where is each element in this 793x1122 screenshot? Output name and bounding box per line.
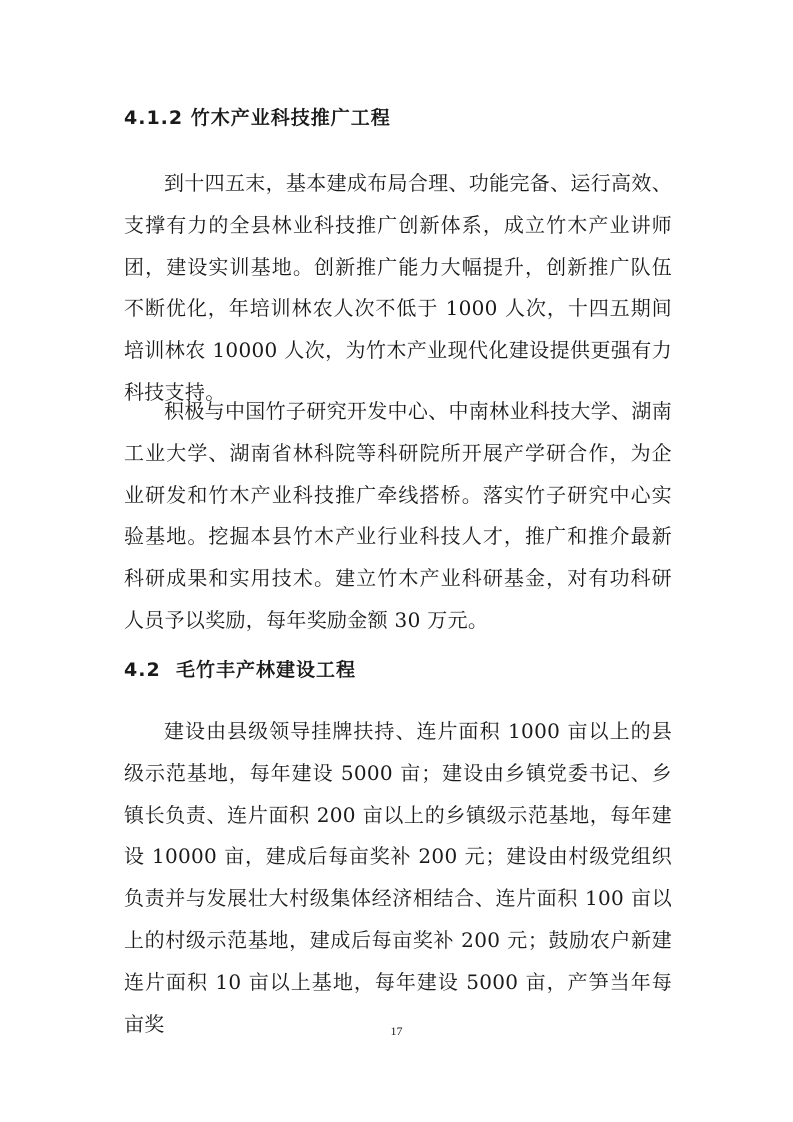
page-number: 17 (390, 1024, 403, 1038)
section-title: 毛竹丰产林建设工程 (176, 659, 357, 681)
paragraph-demonstration-bases: 建设由县级领导挂牌扶持、连片面积 1000 亩以上的县级示范基地，每年建设 5000 亩；建设由乡镇党委书记、乡镇长负责、连片面积 200 亩以上的乡镇级示范基地，每年建设 10000 亩，建成后每亩奖补 200 元；建设由村级党组织负责并与发展壮大村级集体经济相结合、连片面积 100 亩以上的村级示范基地，建成后每亩奖补 200 元；鼓励农户新建连片面积 10 亩以上基地，每年建设 5000 亩，产笋当年每亩奖 (124, 719, 672, 1036)
section-heading-4-2 (124, 658, 356, 682)
paragraph-research-cooperation: 积极与中国竹子研究开发中心、中南林业科技大学、湖南工业大学、湖南省林科院等科研院所开展产学研合作，为企业研发和竹木产业科技推广牵线搭桥。落实竹子研究中心实验基地。挖掘本县竹木产业行业科技人才，推广和推介最新科研成果和实用技术。建立竹木产业科研基金，对有功科研人员予以奖励，每年奖励金额 30 万元。 (124, 399, 672, 632)
section-heading-4-1-2: 4.1.2 竹木产业科技推广工程 (124, 107, 391, 129)
paragraph-training-goals: 到十四五末，基本建成布局合理、功能完备、运行高效、支撑有力的全县林业科技推广创新体系，成立竹木产业讲师团，建设实训基地。创新推广能力大幅提升，创新推广队伍不断优化，年培训林农人次不低于 1000 人次，十四五期间培训林农 10000 人次，为竹木产业现代化建设提供更强有力科技支持。 (124, 171, 672, 404)
section-number: 4.2 (124, 659, 161, 681)
